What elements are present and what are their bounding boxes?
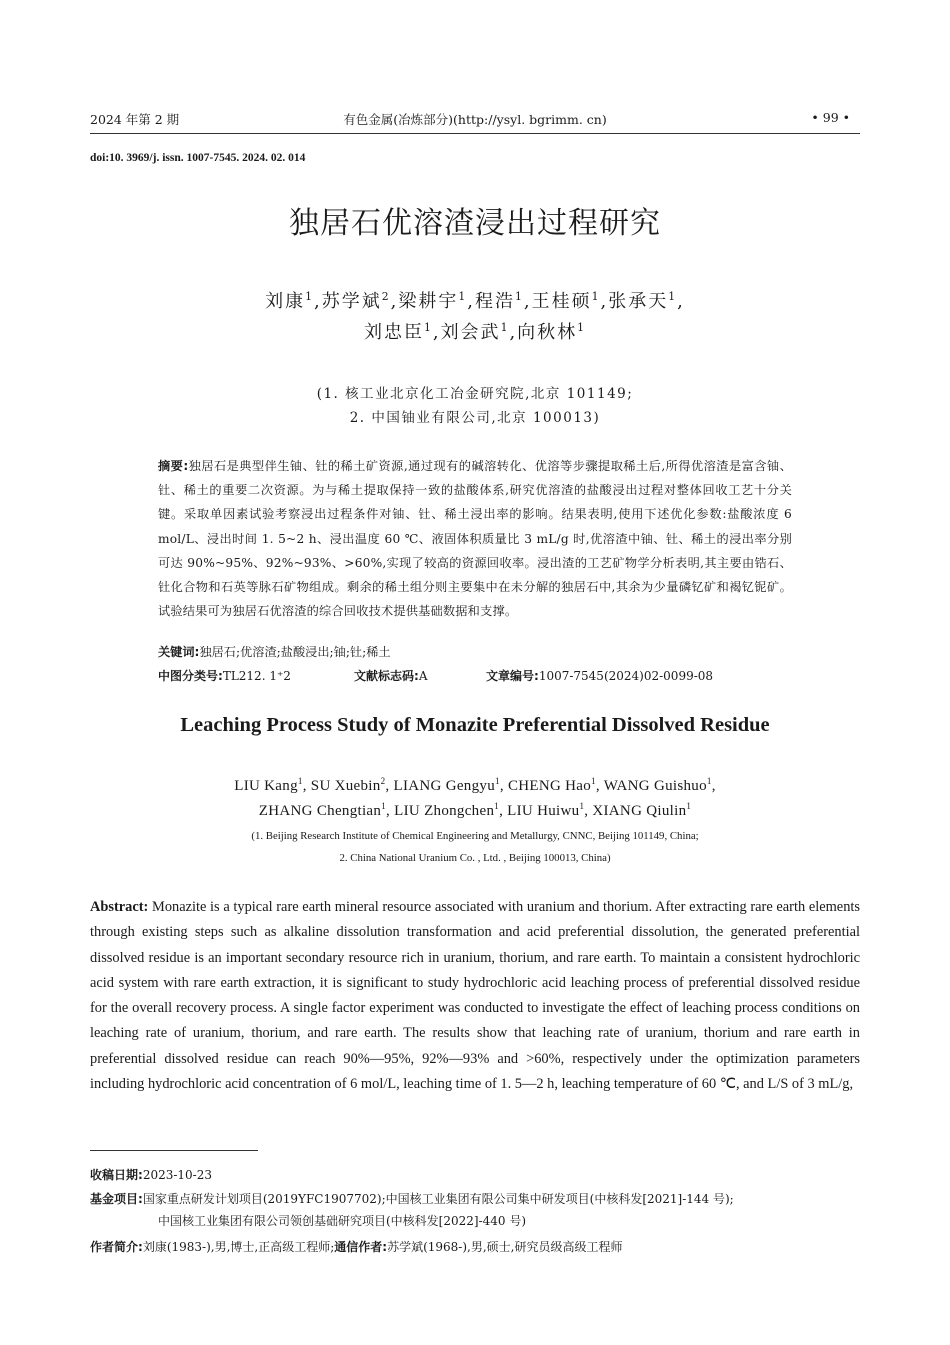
fund-info-continued: 中国核工业集团有限公司领创基础研究项目(中核科发[2022]-440 号) xyxy=(158,1214,527,1228)
article-number-label: 文章编号: xyxy=(486,669,539,683)
author: 程浩 xyxy=(475,291,515,312)
corresponding-author-label: 通信作者: xyxy=(334,1240,388,1254)
author-affil-mark: 1 xyxy=(515,290,524,303)
author: 苏学斌 xyxy=(321,291,382,312)
author: 刘忠臣 xyxy=(363,322,424,343)
author-affil-mark: 1 xyxy=(591,776,596,786)
author: SU Xuebin xyxy=(310,778,381,794)
author: LIU Huiwu xyxy=(507,803,580,819)
author-affil-mark: 1 xyxy=(423,321,433,334)
english-affiliation-2: 2. China National Uranium Co. , Ltd. , Beijing 100013, China) xyxy=(339,852,611,864)
author: 向秋林 xyxy=(517,322,578,343)
author: CHENG Hao xyxy=(507,778,592,794)
author-affil-mark: 1 xyxy=(381,801,387,811)
author-affil-mark: 1 xyxy=(305,290,315,303)
author: LIU Kang xyxy=(234,778,298,794)
page-number: • 99 • xyxy=(811,110,850,125)
chinese-abstract xyxy=(158,454,792,623)
author: 王桂硕 xyxy=(531,291,592,312)
received-value: 2023-10-23 xyxy=(142,1168,212,1182)
chinese-affiliation-1: (1. 核工业北京化工冶金研究院,北京 101149; xyxy=(316,386,634,402)
author-affil-mark: 1 xyxy=(500,321,510,334)
fund-label: 基金项目: xyxy=(90,1192,143,1206)
author: LIU Zhongchen xyxy=(394,803,495,819)
abstract-text: Monazite is a typical rare earth mineral resource associated with uranium and thorium. After extracting rare earth elements through existing steps such as alkaline dissolution transformation and acid preferential dissolution, the generated preferential dissolved residue is an important secondary resource rich in uranium, thorium, and rare earth. To maintain a consistent hydrochloric acid system with rare earth extraction, it is significant to study hydrochloric acid leaching process of preferential dissolved residue for the overall recovery process. A single factor experiment was conducted to investigate the effect of leaching process conditions on leaching rate of uranium, thorium, and rare earth. The results show that leaching rate of uranium, thorium and rare earth in preferential dissolved residue can reach 90%—95%, 92%—93% and >60%, respectively under the optimization parameters including hydrochloric acid concentration of 6 mol/L, leaching time of 1. 5—2 h, leaching temperature of 60 ℃, and L/S of 3 mL/g, xyxy=(90,899,860,1093)
author: 张承天 xyxy=(608,291,669,312)
keywords-text: 独居石;优溶渣;盐酸浸出;铀;钍;稀土 xyxy=(199,645,391,659)
chinese-affiliation-2: 2. 中国铀业有限公司,北京 100013) xyxy=(349,410,601,426)
keywords-label: 关键词: xyxy=(158,645,200,659)
abstract-text: 独居石是典型伴生铀、钍的稀土矿资源,通过现有的碱溶转化、优溶等步骤提取稀土后,所得优溶渣是富含铀、钍、稀土的重要二次资源。为与稀土提取保持一致的盐酸体系,研究优溶渣的盐酸浸出过程对整体回收工艺十分关键。采取单因素试验考察浸出过程条件对铀、钍、稀土浸出率的影响。结果表明,使用下述优化参数:盐酸浓度 6 mol/L、浸出时间 1. 5~2 h、浸出温度 60 ℃、液固体积质量比 3 mL/g 时,优溶渣中铀、钍、稀土的浸出率分别可达 90%~95%、92%~93%、>60%,实现了较高的资源回收率。浸出渣的工艺矿物学分析表明,其主要由锆石、钍化合物和石英等脉石矿物组成。剩余的稀土组分则主要集中在未分解的独居石中,其余为少量磷钇矿和褐钇铌矿。试验结果可为独居石优溶渣的综合回收技术提供基础数据和支撑。 xyxy=(158,459,792,619)
author-affil-mark: 1 xyxy=(668,290,678,303)
abstract-label: Abstract: xyxy=(90,899,149,915)
chinese-keywords xyxy=(158,643,391,660)
author-affil-mark: 2 xyxy=(381,290,391,303)
author-affil-mark: 1 xyxy=(579,801,585,811)
author-bio xyxy=(90,1238,870,1255)
running-header xyxy=(90,110,860,130)
author: ZHANG Chengtian xyxy=(258,803,382,819)
document-code-value: A xyxy=(418,669,428,683)
abstract-label: 摘要: xyxy=(158,459,189,473)
author-affil-mark: 1 xyxy=(494,801,500,811)
header-divider xyxy=(90,133,860,134)
chinese-authors-line-1: 刘康$^1$,苏学斌$^2$,梁耕宇$^1$,程浩$^1$,王桂硕$^1$,张承天$^1$, xyxy=(265,290,685,312)
english-affiliation-1: (1. Beijing Research Institute of Chemical Engineering and Metallurgy, CNNC, Beijing 101149, China; xyxy=(251,830,699,842)
author-affil-mark: 1 xyxy=(706,776,712,786)
article-number xyxy=(486,667,713,684)
english-authors-line-1: LIU Kang$^1$, SU Xuebin$^2$, LIANG Gengyu$^1$, CHENG Hao$^1$, WANG Guishuo$^1$, xyxy=(234,776,716,794)
received-label: 收稿日期: xyxy=(90,1168,143,1182)
author-affil-mark: 1 xyxy=(686,801,692,811)
author-bio-label: 作者简介: xyxy=(90,1240,143,1254)
author-affil-mark: 1 xyxy=(297,776,303,786)
journal-name: 有色金属(冶炼部分)(http://ysyl. bgrimm. cn) xyxy=(343,112,607,127)
corresponding-author-text: 苏学斌(1968-),男,硕士,研究员级高级工程师 xyxy=(387,1240,623,1254)
doi[interactable]: doi:10. 3969/j. issn. 1007-7545. 2024. 02. 014 xyxy=(90,152,306,164)
english-authors-line-2: ZHANG Chengtian$^1$, LIU Zhongchen$^1$, LIU Huiwu$^1$, XIANG Qiulin$^1$ xyxy=(258,801,692,819)
author-affil-mark: 2 xyxy=(380,776,386,786)
author-affil-mark: 1 xyxy=(458,290,468,303)
author: 刘会武 xyxy=(440,322,501,343)
document-code-label: 文献标志码: xyxy=(354,669,419,683)
fund-info xyxy=(90,1190,870,1207)
english-abstract xyxy=(90,895,860,1097)
issue-label: 2024 年第 2 期 xyxy=(90,112,180,127)
author-affil-mark: 1 xyxy=(577,321,587,334)
fund-line-1: 国家重点研发计划项目(2019YFC1907702);中国核工业集团有限公司集中研发项目(中核科发[2021]-144 号); xyxy=(142,1192,734,1206)
document-code xyxy=(354,667,427,684)
author: 刘康 xyxy=(265,291,306,312)
author: 梁耕宇 xyxy=(398,291,459,312)
author-affil-mark: 1 xyxy=(591,290,601,303)
chinese-authors-line-2: 刘忠臣$^1$,刘会武$^1$,向秋林$^1$ xyxy=(363,321,587,343)
clc-label: 中图分类号: xyxy=(158,669,223,683)
footnote-divider xyxy=(90,1150,258,1151)
clc-number xyxy=(158,667,291,684)
author: WANG Guishuo xyxy=(603,778,707,794)
author-bio-text: 刘康(1983-),男,博士,正高级工程师; xyxy=(142,1240,335,1254)
author: LIANG Gengyu xyxy=(393,778,496,794)
article-number-value: 1007-7545(2024)02-0099-08 xyxy=(538,669,714,683)
chinese-title: 独居石优溶渣浸出过程研究 xyxy=(289,206,661,241)
author-affil-mark: 1 xyxy=(495,776,500,786)
received-date xyxy=(90,1166,870,1183)
author: XIANG Qiulin xyxy=(592,803,687,819)
english-title: Leaching Process Study of Monazite Preferential Dissolved Residue xyxy=(180,714,770,736)
clc-value: TL212. 1⁺2 xyxy=(222,669,291,683)
